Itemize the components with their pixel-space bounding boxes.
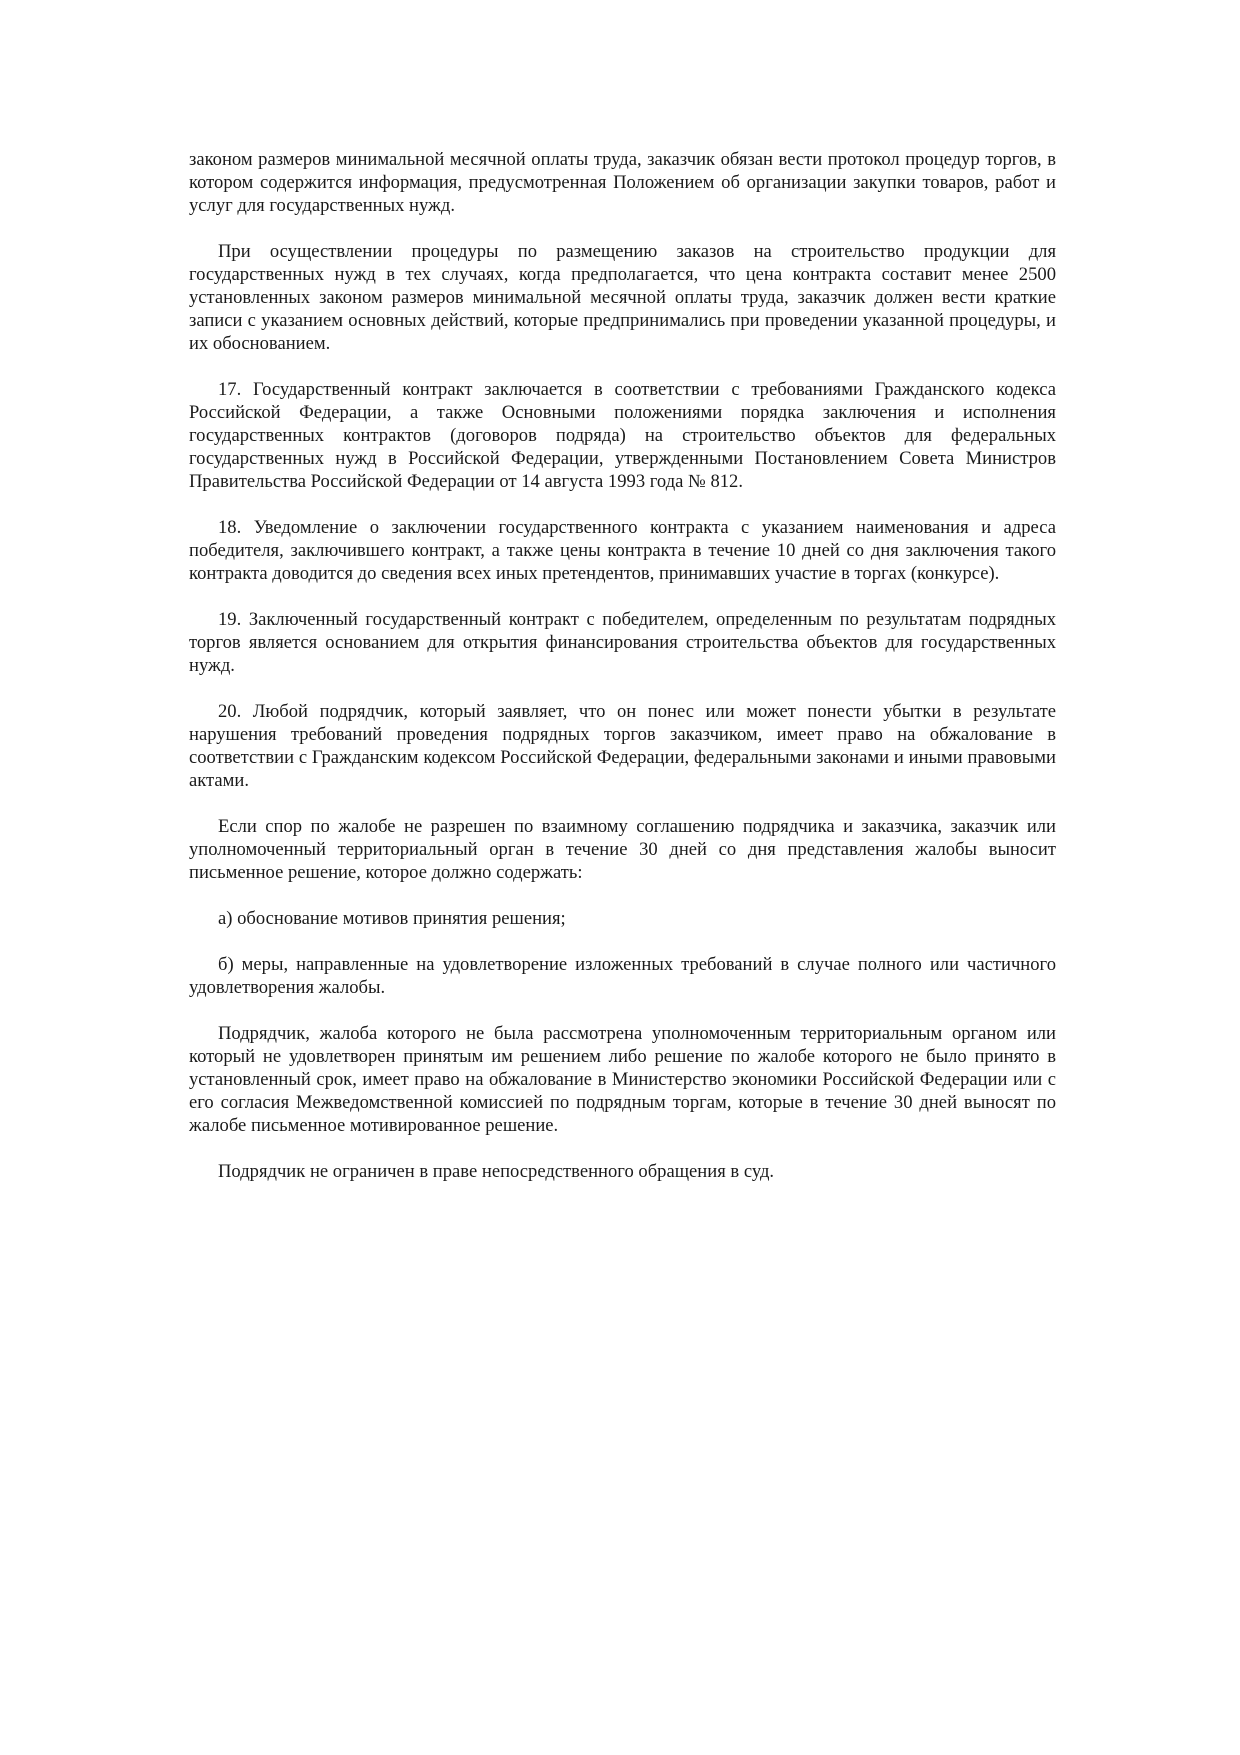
paragraph-item-19: 19. Заключенный государственный контракт с победителем, определенным по результатам подрядных торгов является основанием для открытия финансирования строительства объектов для государственных нужд. xyxy=(189,609,1056,676)
paragraph-protocol-continuation: законом размеров минимальной месячной оплаты труда, заказчик обязан вести протокол процедур торгов, в котором содержится информация, предусмотренная Положением об организации закупки товаров, работ и услуг для государственных нужд. xyxy=(189,149,1056,216)
paragraph-item-18: 18. Уведомление о заключении государственного контракта с указанием наименования и адреса победителя, заключившего контракт, а также цены контракта в течение 10 дней со дня заключения такого контракта доводится до сведения всех иных претендентов, принимавших участие в торгах (конкурсе). xyxy=(189,517,1056,584)
paragraph-appeal-right: Подрядчик, жалоба которого не была рассмотрена уполномоченным территориальным органом или который не удовлетворен принятым им решением либо решение по жалобе которого не было принято в установленный срок, имеет право на обжалование в Министерство экономики Российской Федерации или с его согласия Межведомственной комиссией по подрядным торгам, которые в течение 30 дней выносят по жалобе письменное мотивированное решение. xyxy=(189,1023,1056,1136)
paragraph-dispute-decision: Если спор по жалобе не разрешен по взаимному соглашению подрядчика и заказчика, заказчик или уполномоченный территориальный орган в течение 30 дней со дня представления жалобы выносит письменное решение, которое должно содержать: xyxy=(189,816,1056,883)
paragraph-item-20: 20. Любой подрядчик, который заявляет, что он понес или может понести убытки в результате нарушения требований проведения подрядных торгов заказчиком, имеет право на обжалование в соответствии с Гражданским кодексом Российской Федерации, федеральными законами и иными правовыми актами. xyxy=(189,701,1056,791)
paragraph-item-17: 17. Государственный контракт заключается в соответствии с требованиями Гражданского кодекса Российской Федерации, а также Основными положениями порядка заключения и исполнения государственных контрактов (договоров подряда) на строительство объектов для федеральных государственных нужд в Российской Федерации, утвержденными Постановлением Совета Министров Правительства Российской Федерации от 14 августа 1993 года № 812. xyxy=(189,379,1056,492)
paragraph-brief-records: При осуществлении процедуры по размещению заказов на строительство продукции для государственных нужд в тех случаях, когда предполагается, что цена контракта составит менее 2500 установленных законом размеров минимальной месячной оплаты труда, заказчик должен вести краткие записи с указанием основных действий, которые предпринимались при проведении указанной процедуры, и их обоснованием. xyxy=(189,241,1056,354)
paragraph-subitem-a: а) обоснование мотивов принятия решения; xyxy=(218,908,566,929)
paragraph-court-right: Подрядчик не ограничен в праве непосредственного обращения в суд. xyxy=(218,1161,775,1182)
document-body xyxy=(189,148,1056,1206)
paragraph-subitem-b: б) меры, направленные на удовлетворение изложенных требований в случае полного или частичного удовлетворения жалобы. xyxy=(189,954,1056,998)
